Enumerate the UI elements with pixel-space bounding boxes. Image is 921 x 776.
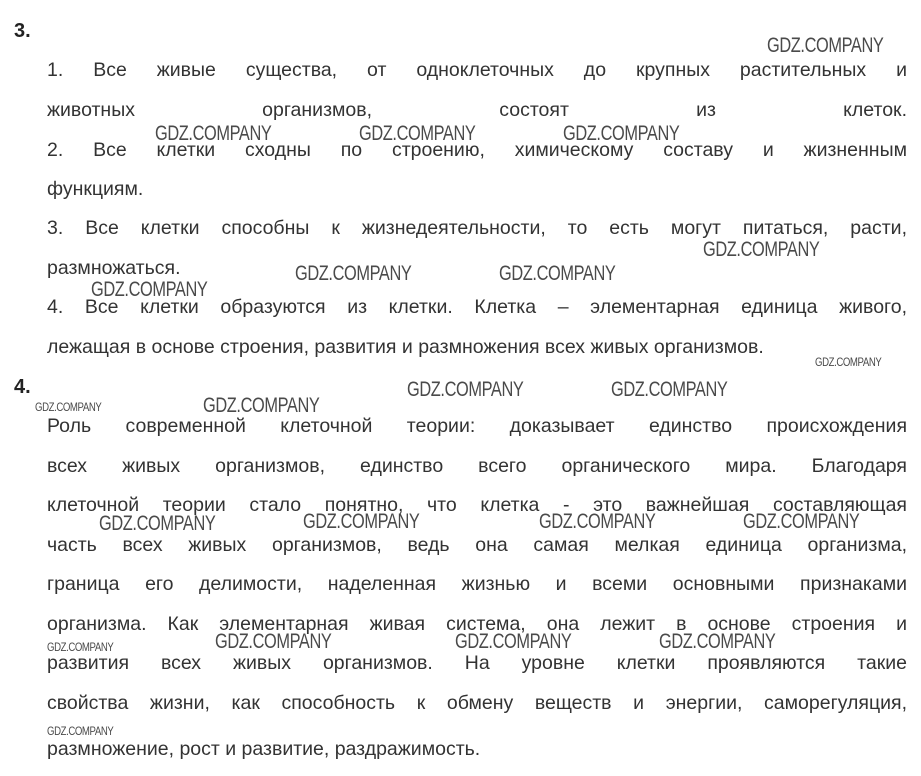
section-3-line-1: 1. Все живые существа, от одноклеточных до крупных растительных и bbox=[47, 59, 907, 81]
section-3-line-6: размножаться. bbox=[47, 257, 181, 279]
watermark: GDZ.COMPANY bbox=[47, 724, 114, 738]
watermark: GDZ.COMPANY bbox=[659, 630, 776, 653]
watermark: GDZ.COMPANY bbox=[215, 630, 332, 653]
section-3-line-2: животных организмов, состоят из клеток. bbox=[47, 99, 907, 121]
watermark: GDZ.COMPANY bbox=[47, 640, 114, 654]
watermark: GDZ.COMPANY bbox=[99, 512, 216, 535]
section-4-line-3: клеточной теории стало понятно, что клетка - это важнейшая составляющая bbox=[47, 494, 907, 516]
section-4-line-9: размножение, рост и развитие, раздражимость. bbox=[47, 738, 481, 760]
watermark: GDZ.COMPANY bbox=[35, 400, 102, 414]
watermark: GDZ.COMPANY bbox=[203, 394, 320, 417]
watermark: GDZ.COMPANY bbox=[703, 238, 820, 261]
watermark: GDZ.COMPANY bbox=[539, 510, 656, 533]
section-4-line-1: Роль современной клеточной теории: доказывает единство происхождения bbox=[47, 415, 907, 437]
watermark: GDZ.COMPANY bbox=[499, 262, 616, 285]
watermark: GDZ.COMPANY bbox=[91, 278, 208, 301]
watermark: GDZ.COMPANY bbox=[815, 355, 882, 369]
watermark: GDZ.COMPANY bbox=[359, 122, 476, 145]
watermark: GDZ.COMPANY bbox=[407, 378, 524, 401]
section-4-line-8: свойства жизни, как способность к обмену веществ и энергии, саморегуляция, bbox=[47, 692, 907, 714]
section-4-line-5: граница его делимости, наделенная жизнью и всеми основными признаками bbox=[47, 573, 907, 595]
watermark: GDZ.COMPANY bbox=[743, 510, 860, 533]
watermark: GDZ.COMPANY bbox=[155, 122, 272, 145]
section-4-line-4: часть всех живых организмов, ведь она самая мелкая единица организма, bbox=[47, 534, 907, 556]
watermark: GDZ.COMPANY bbox=[303, 510, 420, 533]
watermark: GDZ.COMPANY bbox=[295, 262, 412, 285]
section-3-line-4: функциям. bbox=[47, 178, 144, 200]
section-4-number: 4. bbox=[14, 376, 31, 398]
section-3-line-3: 2. Все клетки сходны по строению, химическому составу и жизненным bbox=[47, 139, 907, 161]
section-4-line-2: всех живых организмов, единство всего органического мира. Благодаря bbox=[47, 455, 907, 477]
watermark: GDZ.COMPANY bbox=[611, 378, 728, 401]
section-3-number: 3. bbox=[14, 20, 31, 42]
watermark: GDZ.COMPANY bbox=[455, 630, 572, 653]
watermark: GDZ.COMPANY bbox=[563, 122, 680, 145]
section-4-line-6: организма. Как элементарная живая система, она лежит в основе строения и bbox=[47, 613, 907, 635]
section-3-line-5: 3. Все клетки способны к жизнедеятельности, то есть могут питаться, расти, bbox=[47, 217, 907, 239]
section-3-line-7: 4. Все клетки образуются из клетки. Клетка – элементарная единица живого, bbox=[47, 296, 907, 318]
section-3-line-8: лежащая в основе строения, развития и размножения всех живых организмов. bbox=[47, 336, 764, 358]
watermark: GDZ.COMPANY bbox=[767, 34, 884, 57]
section-4-line-7: развития всех живых организмов. На уровне клетки проявляются такие bbox=[47, 652, 907, 674]
